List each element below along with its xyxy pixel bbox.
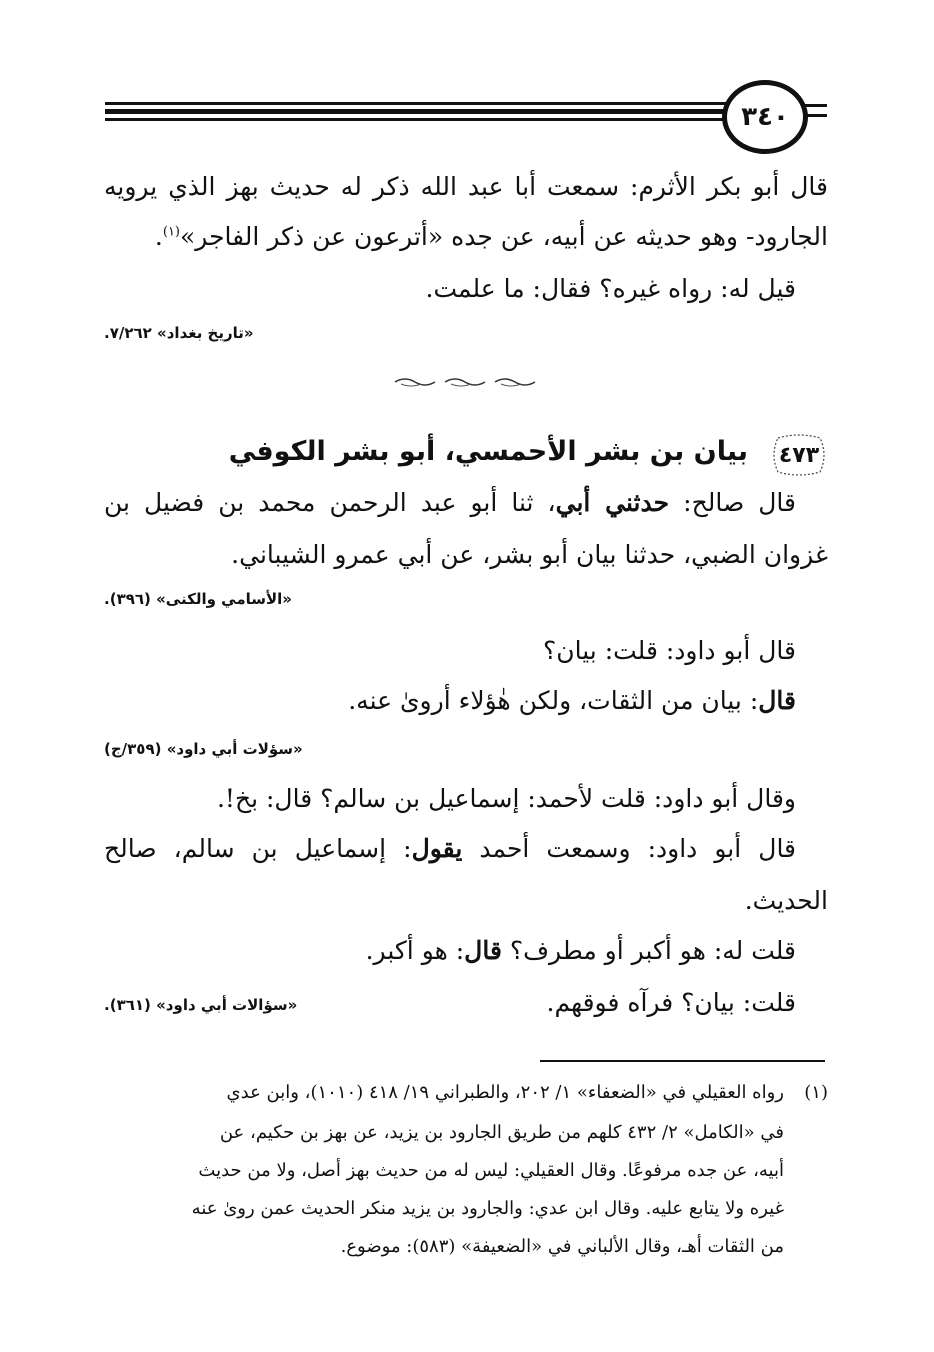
body-p4: وقال أبو داود: قلت لأحمد: إسماعيل بن سالم؟ قال: بخ!.: [216, 784, 796, 813]
body-p1-line-1: قال صالح: حدثني أبي، ثنا أبو عبد الرحمن محمد بن فضيل بن: [104, 488, 796, 517]
entry-title: بيان بن بشر الأحمسي، أبو بشر الكوفي: [228, 436, 748, 467]
ornament-divider: [393, 376, 543, 388]
body-p2: قال أبو داود: قلت: بيان؟: [543, 636, 796, 665]
source-citation-4: «سؤالات أبي داود» (٣٦١).: [104, 996, 298, 1014]
footnote-line-4: غيره ولا يتابع عليه. وقال ابن عدي: والجارود بن يزيد منكر الحديث عمن روىٰ عنه: [191, 1198, 784, 1219]
body-p6: قلت له: هو أكبر أو مطرف؟ قال: هو أكبر.: [365, 936, 796, 965]
source-citation-3: «سؤلات أبي داود» (٣٥٩/ج): [104, 740, 303, 758]
footnote-line-1: رواه العقيلي في «الضعفاء» ١/ ٢٠٢، والطبراني ١٩/ ٤١٨ (١٠١٠)، وابن عدي: [226, 1082, 784, 1103]
entry-number: ٤٧٣: [778, 442, 820, 468]
intro-line-1: قال أبو بكر الأثرم: سمعت أبا عبد الله ذكر له حديث بهز الذي يرويه: [104, 172, 828, 201]
footnote-line-2: في «الكامل» ٢/ ٤٣٢ كلهم من طريق الجارود بن يزيد، عن بهز بن حكيم، عن: [219, 1122, 784, 1143]
footnote-line-5: من الثقات أهـ، وقال الألباني في «الضعيفة» (٥٨٣): موضوع.: [340, 1236, 784, 1257]
body-p7: قلت: بيان؟ فرآه فوقهم.: [546, 988, 796, 1017]
footnote-number: (١): [804, 1082, 828, 1103]
footnote-rule: [540, 1060, 825, 1062]
header-rule: [105, 100, 827, 122]
body-p5-line-2: الحديث.: [744, 886, 828, 915]
footnote-line-3: أبيه، عن جده مرفوعًا. وقال العقيلي: ليس له من حديث بهز أصل، ولا من حديث: [198, 1160, 784, 1181]
body-p5-line-1: قال أبو داود: وسمعت أحمد يقول: إسماعيل بن سالم، صالح: [104, 834, 797, 863]
entry-number-badge: [768, 434, 830, 476]
intro-line-3: قيل له: رواه غيره؟ فقال: ما علمت.: [425, 274, 796, 303]
source-citation-1: «تاريخ بغداد» ٧/٢٦٢.: [104, 324, 254, 342]
source-citation-2: «الأسامي والكنى» (٣٩٦).: [104, 590, 292, 608]
page-number: ٣٤٠: [722, 80, 808, 154]
intro-line-2: الجارود- وهو حديثه عن أبيه، عن جده «أترعون عن ذكر الفاجر»$^{(١)}$.: [154, 222, 828, 251]
body-p1-line-2: غزوان الضبي، حدثنا بيان أبو بشر، عن أبي عمرو الشيباني.: [231, 540, 828, 569]
footnote-ref[interactable]: (١): [162, 224, 180, 240]
body-p3: قال: بيان من الثقات، ولكن هٰؤلاء أروىٰ عنه.: [348, 686, 796, 715]
